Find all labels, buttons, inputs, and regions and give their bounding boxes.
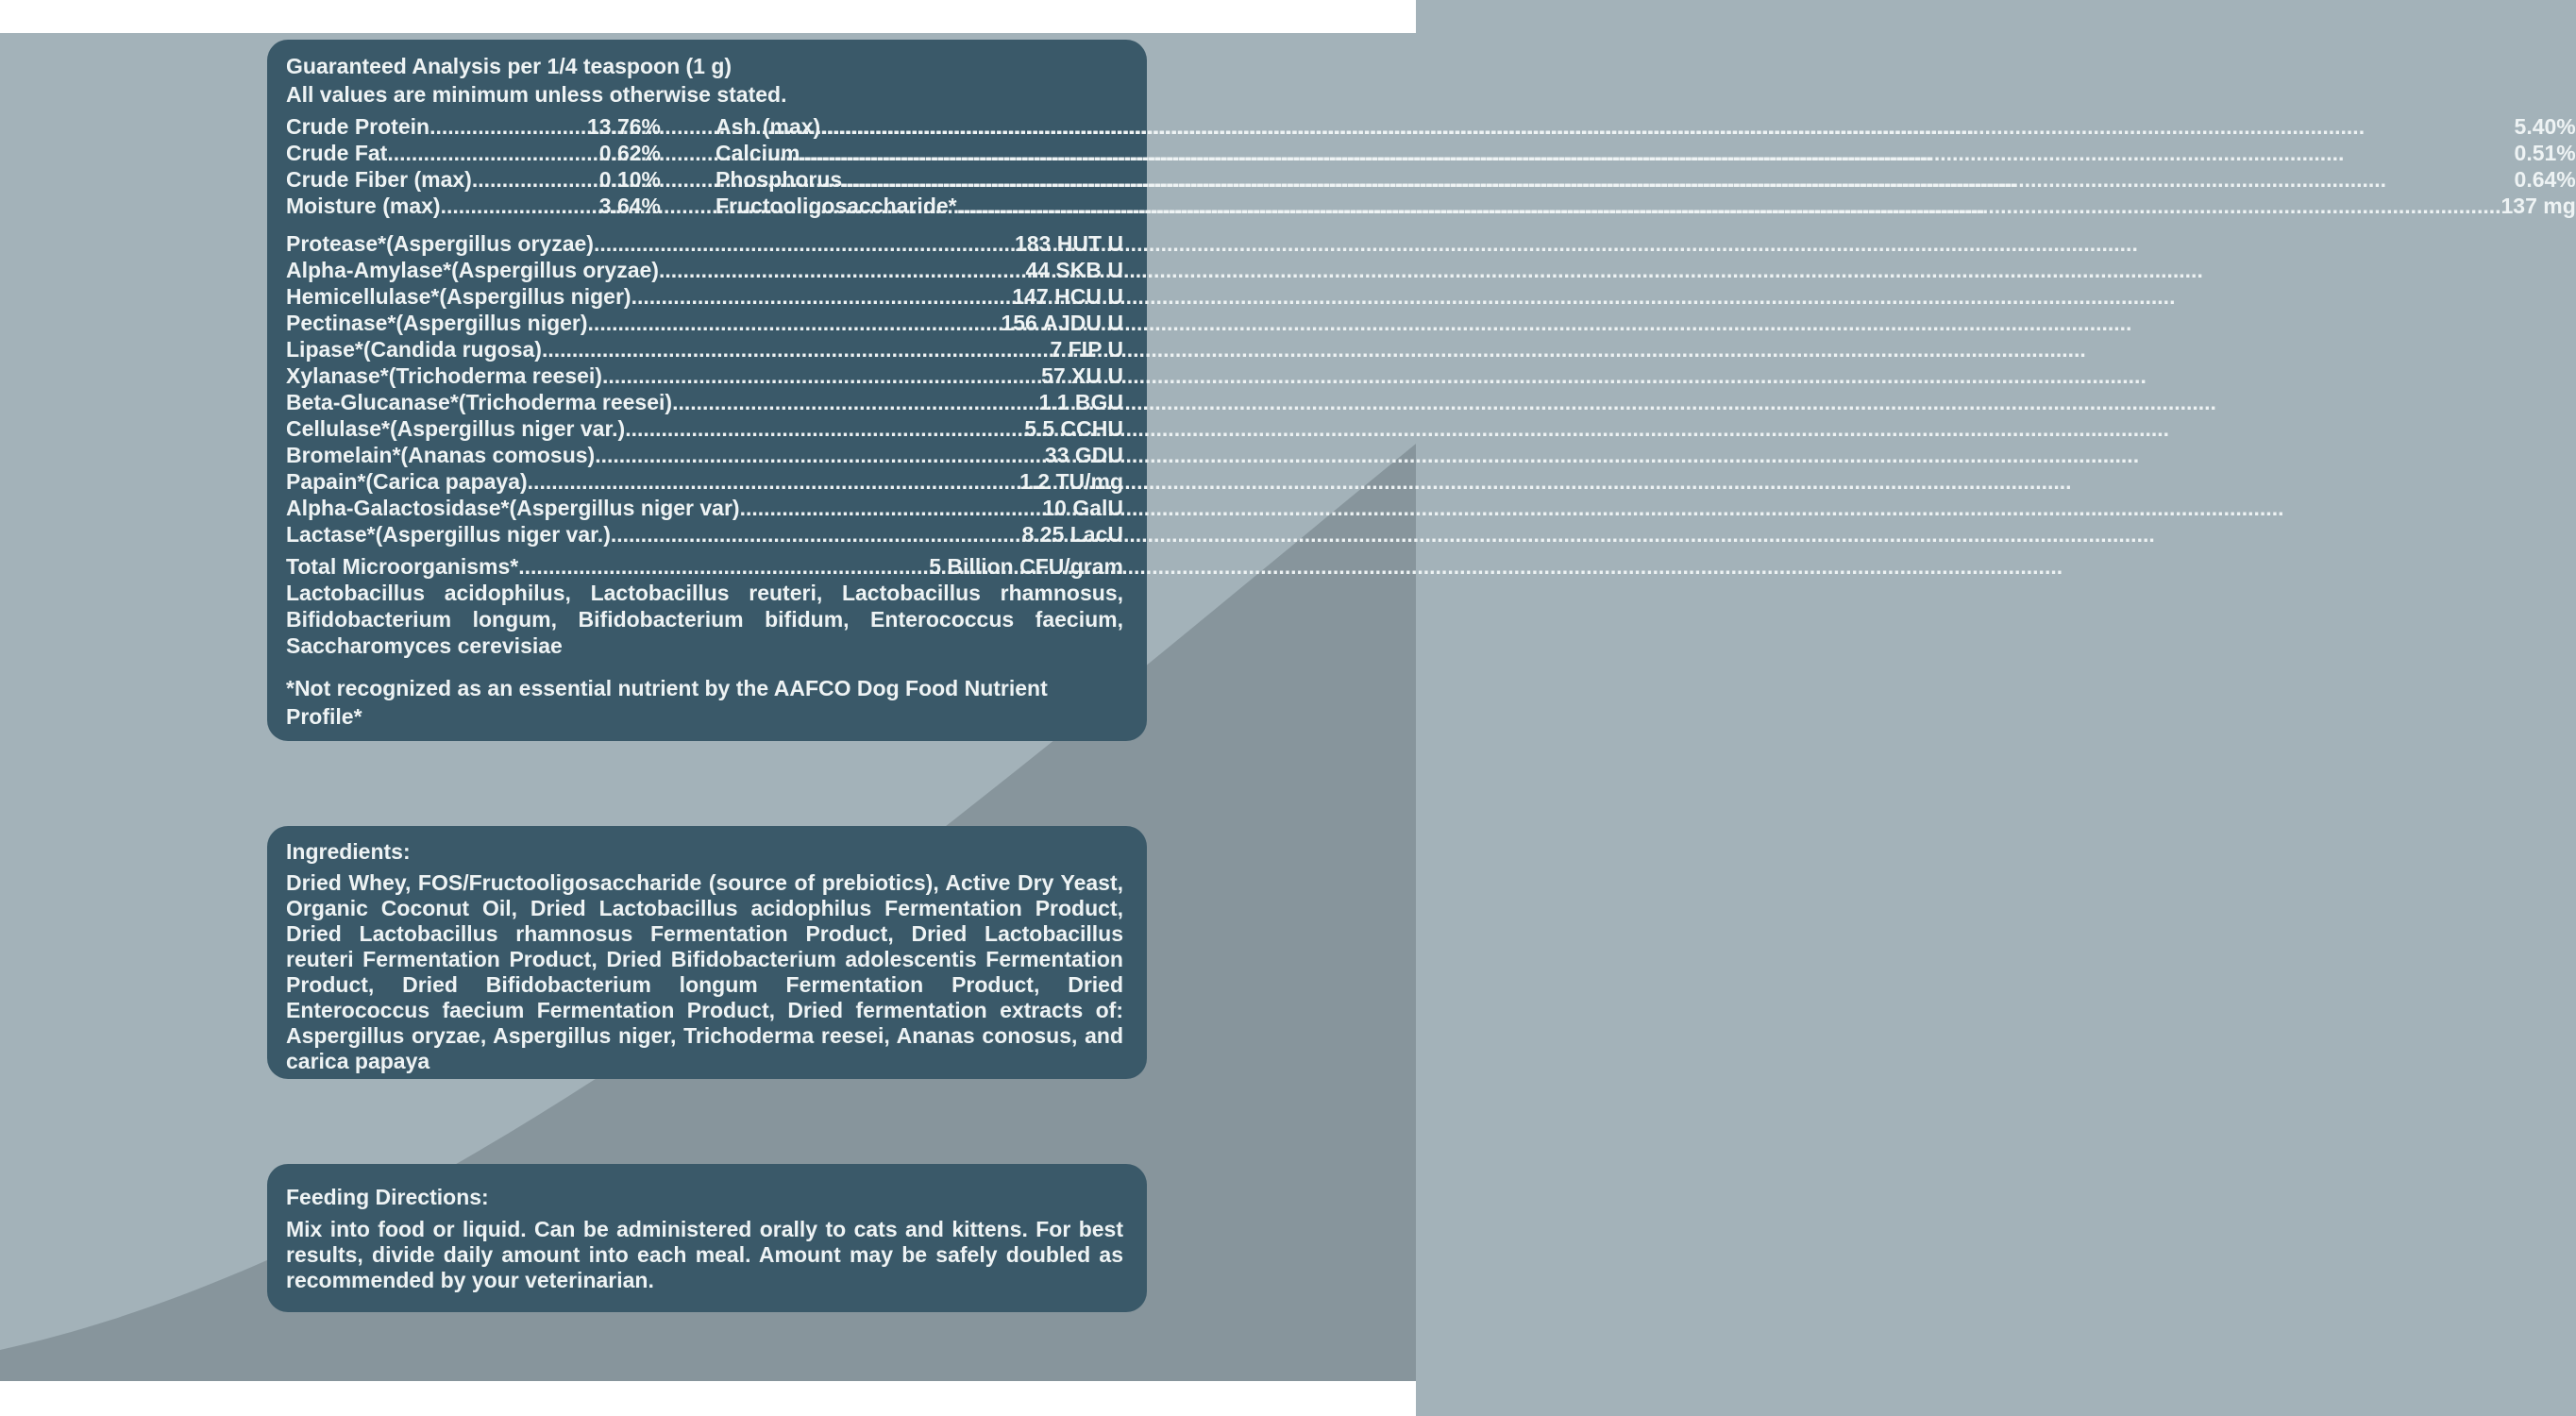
row-value: 0.64% xyxy=(2514,167,2576,192)
ingredients-title: Ingredients: xyxy=(286,839,411,864)
microorganisms-section xyxy=(286,553,1123,659)
row-value: 57 XU U xyxy=(1041,363,1123,388)
analysis-row xyxy=(716,113,2576,140)
row-value: 137 mg xyxy=(2500,194,2576,218)
dot-leader xyxy=(387,140,598,166)
row-value: 0.51% xyxy=(2514,141,2576,165)
analysis-row xyxy=(286,310,1123,336)
analysis-row xyxy=(286,283,1123,310)
row-value: 3.64% xyxy=(598,194,661,218)
row-label: Crude Protein xyxy=(286,114,430,139)
dot-leader xyxy=(800,140,2514,166)
ingredients-text: Dried Whey, FOS/Fructooligosaccharide (source of prebiotics), Active Dry Yeast, Organic Coconut Oil, Dried Lactobacillus acidophilus Fermentation Product, Dried Lactobacillus rhamnosus Fermentation Product, Dried Lactobacillus reuteri Fermentation Product, Dried Bifidobacterium adolescentis Fermentation Product, Dried Bifidobacterium longum Fermentation Product, Dried Enterococcus faecium Fermentation Product, Dried fermentation extracts of: Aspergillus oryzae, Aspergillus niger, Trichoderma reesei, Ananas conosus, and carica papaya xyxy=(286,870,1123,1073)
dot-leader xyxy=(602,362,1041,389)
dot-leader xyxy=(429,113,587,140)
dot-leader xyxy=(542,336,1051,362)
ingredients-panel xyxy=(267,826,1147,1079)
microorganisms-row xyxy=(286,553,1123,580)
row-value: 5.5 CCHU xyxy=(1024,416,1123,441)
guaranteed-analysis-panel xyxy=(267,40,2576,741)
aafco-footnote: *Not recognized as an essential nutrient by the AAFCO Dog Food Nutrient Profile* xyxy=(286,676,1048,729)
top-white-band xyxy=(0,0,1416,33)
row-value: 183 HUT U xyxy=(1014,231,1123,256)
dot-leader xyxy=(588,310,1002,336)
row-label: Crude Fiber (max) xyxy=(286,167,472,192)
row-value: 156 AJDU U xyxy=(1001,311,1123,335)
row-label: Crude Fat xyxy=(286,141,388,165)
nutrient-column-left xyxy=(286,113,661,219)
nutrient-columns xyxy=(286,113,2576,219)
analysis-row xyxy=(286,257,1123,283)
analysis-row xyxy=(286,415,1123,442)
guaranteed-analysis-title: Guaranteed Analysis per 1/4 teaspoon (1 g) xyxy=(286,54,732,78)
row-value: 5.40% xyxy=(2514,114,2576,139)
analysis-row xyxy=(286,442,1123,468)
dot-leader xyxy=(595,442,1045,468)
row-value: 8.25 LacU xyxy=(1021,522,1123,547)
bottom-white-band xyxy=(0,1381,1416,1416)
feeding-directions-panel xyxy=(267,1164,1147,1312)
row-value: 7 FIP U xyxy=(1050,337,1123,362)
dot-leader xyxy=(625,415,1024,442)
row-label: Lactase*(Aspergillus niger var.) xyxy=(286,522,611,547)
row-label: Protease*(Aspergillus oryzae) xyxy=(286,231,594,256)
row-label: Papain*(Carica papaya) xyxy=(286,469,528,494)
analysis-row xyxy=(716,193,2576,219)
analysis-row xyxy=(286,389,1123,415)
row-label: Beta-Glucanase*(Trichoderma reesei) xyxy=(286,390,673,414)
row-label: Bromelain*(Ananas comosus) xyxy=(286,443,596,467)
dot-leader xyxy=(672,389,1038,415)
row-label: Fructooligosaccharide* xyxy=(716,194,957,218)
analysis-row xyxy=(286,468,1123,495)
enzyme-list xyxy=(286,230,1123,548)
feeding-directions-title: Feeding Directions: xyxy=(286,1185,489,1209)
row-label: Moisture (max) xyxy=(286,194,441,218)
nutrient-column-right xyxy=(716,113,2576,219)
analysis-row xyxy=(286,230,1123,257)
dot-leader xyxy=(740,495,1043,521)
dot-leader xyxy=(528,468,1019,495)
row-label: Total Microorganisms* xyxy=(286,554,519,579)
analysis-row xyxy=(286,362,1123,389)
dot-leader xyxy=(518,553,929,580)
row-value: 0.10% xyxy=(598,167,661,192)
dot-leader xyxy=(611,521,1022,548)
row-value: 44 SKB U xyxy=(1025,258,1123,282)
analysis-row xyxy=(286,166,661,193)
row-value: 10 GalU xyxy=(1042,496,1123,520)
row-value: 13.76% xyxy=(586,114,661,139)
dot-leader xyxy=(441,193,599,219)
row-value: 1.1 BGU xyxy=(1038,390,1123,414)
analysis-row xyxy=(286,113,661,140)
dot-leader xyxy=(957,193,2501,219)
analysis-row xyxy=(286,521,1123,548)
row-label: Pectinase*(Aspergillus niger) xyxy=(286,311,588,335)
row-label: Phosphorus xyxy=(716,167,843,192)
row-label: Alpha-Galactosidase*(Aspergillus niger var) xyxy=(286,496,740,520)
analysis-row xyxy=(286,140,661,166)
analysis-row xyxy=(286,495,1123,521)
dot-leader xyxy=(659,257,1026,283)
row-label: Lipase*(Candida rugosa) xyxy=(286,337,542,362)
analysis-row xyxy=(286,336,1123,362)
microorganisms-list: Lactobacillus acidophilus, Lactobacillus reuteri, Lactobacillus rhamnosus, Bifidobacterium longum, Bifidobacterium bifidum, Enterococcus faecium, Saccharomyces cerevisiae xyxy=(286,581,1123,658)
guaranteed-analysis-subtitle: All values are minimum unless otherwise stated. xyxy=(286,82,787,107)
dot-leader xyxy=(472,166,599,193)
row-value: 5 Billion CFU/gram xyxy=(929,554,1123,579)
analysis-row xyxy=(716,166,2576,193)
row-value: 1.2 TU/mg xyxy=(1019,469,1123,494)
dot-leader xyxy=(594,230,1015,257)
row-label: Cellulase*(Aspergillus niger var.) xyxy=(286,416,626,441)
row-value: 0.62% xyxy=(598,141,661,165)
row-value: 147 HCU U xyxy=(1012,284,1123,309)
dot-leader xyxy=(631,283,1013,310)
dot-leader xyxy=(820,113,2514,140)
analysis-row xyxy=(716,140,2576,166)
feeding-directions-text: Mix into food or liquid. Can be administered orally to cats and kittens. For best results, divide daily amount into each meal. Amount may be safely doubled as recommended by your veterinarian. xyxy=(286,1217,1123,1292)
analysis-row xyxy=(286,193,661,219)
dot-leader xyxy=(842,166,2514,193)
row-label: Alpha-Amylase*(Aspergillus oryzae) xyxy=(286,258,659,282)
row-label: Hemicellulase*(Aspergillus niger) xyxy=(286,284,631,309)
row-label: Ash (max) xyxy=(716,114,821,139)
row-label: Xylanase*(Trichoderma reesei) xyxy=(286,363,602,388)
row-value: 33 GDU xyxy=(1044,443,1123,467)
row-label: Calcium xyxy=(716,141,800,165)
